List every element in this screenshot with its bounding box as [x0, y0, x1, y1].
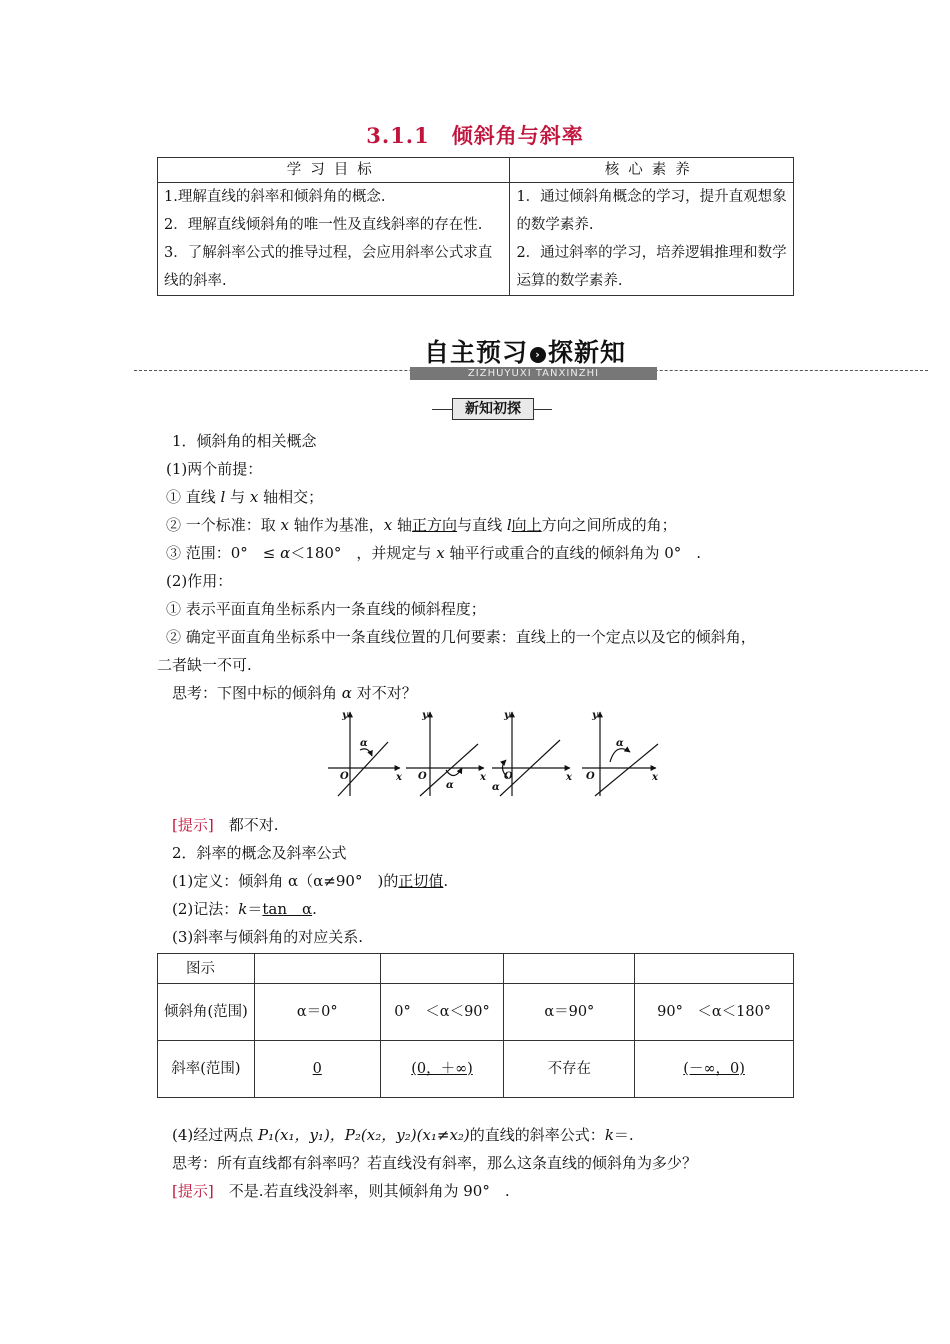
- banner-pinyin: ZIZHUYUXI TANXINZHI: [410, 367, 657, 380]
- x-axis-label: x: [652, 772, 658, 783]
- alpha-label: α: [492, 782, 500, 793]
- figure-cell: [504, 954, 635, 984]
- text-definition: (1)定义：倾斜角 α（α≠90° )的正切值.: [172, 872, 449, 890]
- text-premise-1: ① 直线 l 与 x 轴相交；: [166, 488, 324, 506]
- x-axis-label: x: [480, 772, 486, 783]
- x-axis-label: x: [396, 772, 402, 783]
- diagram-3: [492, 712, 570, 796]
- goals-cell: [158, 183, 510, 296]
- literacy-item: 2．通过斜率的学习，培养逻辑推理和数学运算的数学素养.: [516, 245, 787, 289]
- text-function: (2)作用：: [166, 572, 233, 590]
- page-title: 3.1.1 倾斜角与斜率: [366, 123, 584, 148]
- hint-1: [提示] 都不对.: [172, 816, 279, 834]
- hint-label: [提示]: [172, 816, 214, 834]
- literacy-header: 核心素养: [510, 158, 794, 183]
- angle-cell: α＝0°: [254, 984, 380, 1041]
- figure-cell: [380, 954, 504, 984]
- literacy-cell: [510, 183, 794, 296]
- diagram-1: [328, 712, 400, 796]
- origin-label: O: [418, 771, 427, 782]
- slope-cell: (0，＋∞): [380, 1041, 504, 1098]
- origin-label: O: [340, 771, 349, 782]
- row-header-slope: 斜率(范围): [158, 1041, 255, 1098]
- slope-cell: (－∞，0): [635, 1041, 794, 1098]
- goal-item: 1.理解直线的斜率和倾斜角的概念.: [164, 189, 386, 205]
- goal-item: 2．理解直线倾斜角的唯一性及直线斜率的存在性.: [164, 217, 483, 233]
- inclination-diagrams: [320, 706, 665, 802]
- text-range: ③ 范围：0° ≤ α＜180° ，并规定与 x 轴平行或重合的直线的倾斜角为 0° .: [166, 544, 702, 562]
- hint-label: [提示]: [172, 1182, 214, 1200]
- alpha-label: α: [616, 738, 624, 749]
- text-slope-formula: (4)经过两点 P₁(x₁，y₁)，P₂(x₂，y₂)(x₁≠x₂)的直线的斜率公式：k＝.: [172, 1126, 634, 1144]
- row-header-figure: 图示: [158, 954, 255, 984]
- figure-cell: [254, 954, 380, 984]
- angle-cell: 90° ＜α＜180°: [635, 984, 794, 1041]
- row-header-angle: 倾斜角(范围): [158, 984, 255, 1041]
- slope-cell: 0: [254, 1041, 380, 1098]
- goals-header: 学习目标: [158, 158, 510, 183]
- heading-inclination: 1．倾斜角的相关概念: [172, 432, 317, 450]
- text-function-2: ② 确定平面直角坐标系中一条直线位置的几何要素：直线上的一个定点以及它的倾斜角，: [166, 628, 756, 646]
- learning-goals-table: [157, 157, 794, 296]
- figure-cell: [635, 954, 794, 984]
- slope-cell: 不存在: [504, 1041, 635, 1098]
- banner-title: 自主预习 › 探新知: [424, 338, 627, 367]
- angle-cell: 0° ＜α＜90°: [380, 984, 504, 1041]
- diagram-4: [582, 712, 658, 796]
- y-axis-label: y: [504, 710, 510, 721]
- text-think-2: 思考：所有直线都有斜率吗？若直线没有斜率，那么这条直线的倾斜角为多少？: [172, 1154, 698, 1172]
- subsection-label: 新知初探: [432, 398, 552, 420]
- slope-angle-table: [157, 953, 794, 1098]
- text-premise-2: ② 一个标准：取 x 轴作为基准，x 轴正方向与直线 l向上方向之间所成的角；: [166, 516, 677, 534]
- y-axis-label: y: [422, 710, 428, 721]
- chevron-right-icon: ›: [530, 347, 546, 363]
- heading-slope: 2．斜率的概念及斜率公式: [172, 844, 347, 862]
- origin-label: O: [504, 771, 513, 782]
- alpha-label: α: [446, 780, 454, 791]
- hint-2: [提示] 不是.若直线没斜率，则其倾斜角为 90° .: [172, 1182, 510, 1200]
- section-banner: [0, 333, 950, 383]
- text-function-1: ① 表示平面直角坐标系内一条直线的倾斜程度；: [166, 600, 486, 618]
- angle-cell: α＝90°: [504, 984, 635, 1041]
- text-notation: (2)记法：k＝tan α.: [172, 900, 317, 918]
- text-relation: (3)斜率与倾斜角的对应关系.: [172, 928, 364, 946]
- alpha-label: α: [360, 738, 368, 749]
- origin-label: O: [586, 771, 595, 782]
- y-axis-label: y: [342, 710, 348, 721]
- literacy-item: 1．通过倾斜角概念的学习，提升直观想象的数学素养.: [516, 189, 787, 233]
- text-premises: (1)两个前提：: [166, 460, 263, 478]
- x-axis-label: x: [566, 772, 572, 783]
- text-function-2b: 二者缺一不可.: [157, 656, 252, 674]
- goal-item: 3．了解斜率公式的推导过程，会应用斜率公式求直线的斜率.: [164, 245, 493, 289]
- diagram-2: [406, 712, 484, 796]
- text-think-1: 思考：下图中标的倾斜角 α 对不对？: [172, 684, 417, 702]
- y-axis-label: y: [592, 710, 598, 721]
